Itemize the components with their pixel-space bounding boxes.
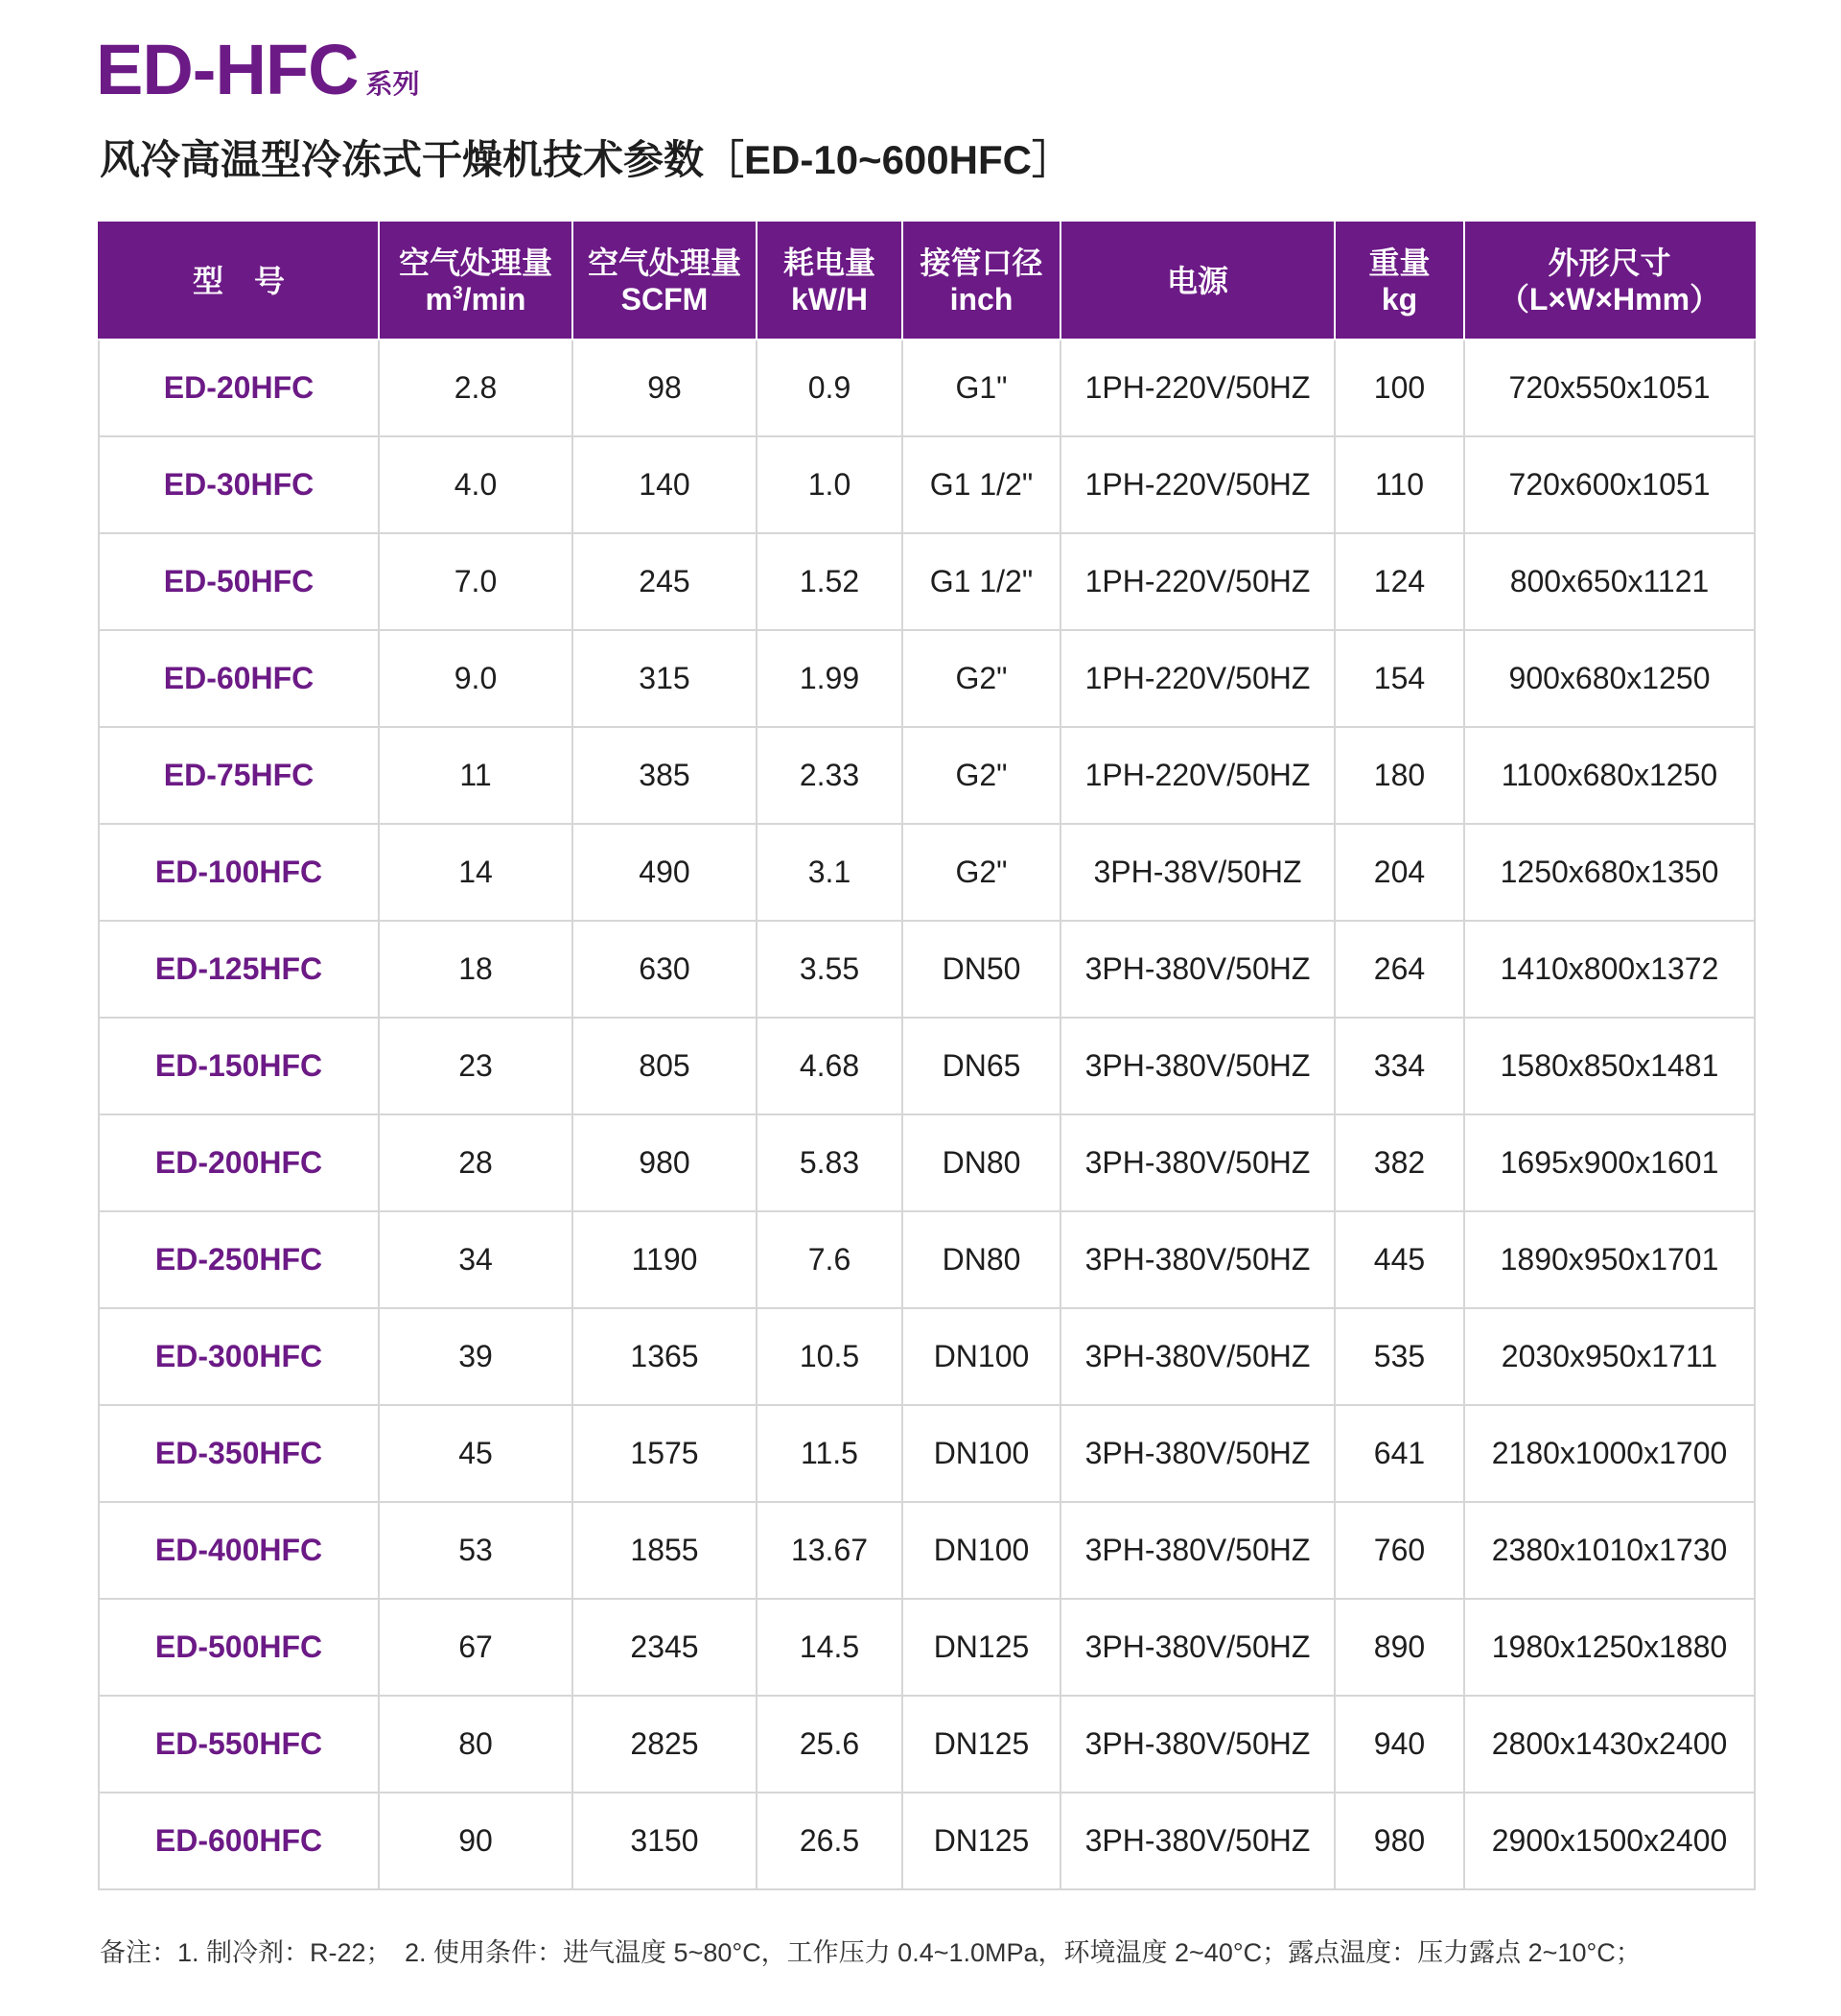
cell-model: ED-400HFC (99, 1502, 379, 1599)
footnote: 备注：1. 制冷剂：R-22； 2. 使用条件：进气温度 5~80°C，工作压力 0.4~1.0MPa，环境温度 2~40°C；露点温度：压力露点 2~10°C； (100, 1938, 1642, 1967)
cell-model: ED-30HFC (99, 436, 379, 533)
cell-power: 1.52 (757, 533, 902, 630)
cell-flow-scfm: 1365 (572, 1308, 757, 1405)
cell-pipe-size: DN50 (902, 921, 1060, 1018)
cell-weight: 264 (1335, 921, 1464, 1018)
cell-pipe-size: DN100 (902, 1308, 1060, 1405)
cell-model: ED-250HFC (99, 1211, 379, 1308)
cell-flow-scfm: 1855 (572, 1502, 757, 1599)
header-weight: 重量 kg (1335, 223, 1464, 340)
cell-pipe-size: G2" (902, 727, 1060, 824)
cell-model: ED-350HFC (99, 1405, 379, 1502)
cell-flow-scfm: 805 (572, 1018, 757, 1114)
table-row (99, 1793, 1755, 1889)
cell-dimensions: 720x550x1051 (1464, 340, 1755, 436)
cell-power: 11.5 (757, 1405, 902, 1502)
cell-flow-scfm: 980 (572, 1114, 757, 1211)
cell-flow-m3: 90 (379, 1793, 572, 1889)
table-row (99, 1405, 1755, 1502)
cell-power: 1.99 (757, 630, 902, 727)
cell-weight: 382 (1335, 1114, 1464, 1211)
cell-model: ED-75HFC (99, 727, 379, 824)
cell-dimensions: 2900x1500x2400 (1464, 1793, 1755, 1889)
cell-flow-m3: 39 (379, 1308, 572, 1405)
cell-supply: 3PH-380V/50HZ (1060, 1599, 1335, 1696)
cell-dimensions: 1980x1250x1880 (1464, 1599, 1755, 1696)
cell-flow-m3: 2.8 (379, 340, 572, 436)
table-row (99, 1696, 1755, 1793)
cell-flow-m3: 14 (379, 824, 572, 921)
cell-pipe-size: DN125 (902, 1793, 1060, 1889)
cell-supply: 1PH-220V/50HZ (1060, 533, 1335, 630)
table-row (99, 1308, 1755, 1405)
cell-flow-scfm: 140 (572, 436, 757, 533)
cell-dimensions: 2380x1010x1730 (1464, 1502, 1755, 1599)
cell-supply: 1PH-220V/50HZ (1060, 727, 1335, 824)
cell-pipe-size: DN80 (902, 1211, 1060, 1308)
cell-model: ED-60HFC (99, 630, 379, 727)
cell-flow-scfm: 3150 (572, 1793, 757, 1889)
brand-logo (96, 29, 420, 109)
cell-weight: 641 (1335, 1405, 1464, 1502)
cell-flow-scfm: 385 (572, 727, 757, 824)
table-header (99, 223, 1755, 340)
table-row (99, 340, 1755, 436)
cell-dimensions: 1100x680x1250 (1464, 727, 1755, 824)
cell-pipe-size: DN125 (902, 1599, 1060, 1696)
cell-weight: 535 (1335, 1308, 1464, 1405)
cell-dimensions: 1410x800x1372 (1464, 921, 1755, 1018)
cell-flow-m3: 53 (379, 1502, 572, 1599)
cell-flow-m3: 11 (379, 727, 572, 824)
header-power: 耗电量 kW/H (757, 223, 902, 340)
cell-model: ED-200HFC (99, 1114, 379, 1211)
cell-supply: 3PH-380V/50HZ (1060, 1696, 1335, 1793)
cell-flow-m3: 23 (379, 1018, 572, 1114)
table-row (99, 727, 1755, 824)
cell-weight: 110 (1335, 436, 1464, 533)
cell-pipe-size: DN80 (902, 1114, 1060, 1211)
header-pipe-size: 接管口径 inch (902, 223, 1060, 340)
cell-weight: 760 (1335, 1502, 1464, 1599)
cell-weight: 334 (1335, 1018, 1464, 1114)
cell-dimensions: 800x650x1121 (1464, 533, 1755, 630)
cell-model: ED-100HFC (99, 824, 379, 921)
spec-table (98, 222, 1756, 1890)
cell-power: 26.5 (757, 1793, 902, 1889)
cell-dimensions: 2180x1000x1700 (1464, 1405, 1755, 1502)
cell-supply: 3PH-380V/50HZ (1060, 1018, 1335, 1114)
cell-weight: 890 (1335, 1599, 1464, 1696)
cell-flow-m3: 7.0 (379, 533, 572, 630)
header-model: 型 号 (99, 223, 379, 340)
cell-supply: 1PH-220V/50HZ (1060, 630, 1335, 727)
cell-flow-m3: 18 (379, 921, 572, 1018)
table-row (99, 921, 1755, 1018)
cell-pipe-size: G1 1/2" (902, 436, 1060, 533)
cell-power: 3.55 (757, 921, 902, 1018)
brand-series-label: 系列 (365, 69, 420, 99)
cell-weight: 204 (1335, 824, 1464, 921)
header-dimensions: 外形尺寸 （L×W×Hmm） (1464, 223, 1755, 340)
table-body (99, 340, 1755, 1889)
cell-power: 3.1 (757, 824, 902, 921)
cell-flow-scfm: 490 (572, 824, 757, 921)
cell-power: 7.6 (757, 1211, 902, 1308)
cell-dimensions: 720x600x1051 (1464, 436, 1755, 533)
cell-pipe-size: DN125 (902, 1696, 1060, 1793)
cell-power: 4.68 (757, 1018, 902, 1114)
cell-supply: 1PH-220V/50HZ (1060, 436, 1335, 533)
cell-flow-scfm: 1190 (572, 1211, 757, 1308)
cell-dimensions: 1580x850x1481 (1464, 1018, 1755, 1114)
cell-flow-m3: 34 (379, 1211, 572, 1308)
cell-weight: 940 (1335, 1696, 1464, 1793)
cell-power: 5.83 (757, 1114, 902, 1211)
cell-flow-scfm: 98 (572, 340, 757, 436)
cell-supply: 3PH-380V/50HZ (1060, 1793, 1335, 1889)
page-title: 风冷高温型冷冻式干燥机技术参数［ED-10~600HFC］ (100, 137, 1072, 182)
cell-model: ED-500HFC (99, 1599, 379, 1696)
cell-flow-m3: 45 (379, 1405, 572, 1502)
cell-flow-scfm: 315 (572, 630, 757, 727)
cell-weight: 124 (1335, 533, 1464, 630)
cell-supply: 1PH-220V/50HZ (1060, 340, 1335, 436)
table-row (99, 1018, 1755, 1114)
cell-flow-scfm: 1575 (572, 1405, 757, 1502)
cell-model: ED-300HFC (99, 1308, 379, 1405)
cell-supply: 3PH-380V/50HZ (1060, 1114, 1335, 1211)
cell-flow-m3: 80 (379, 1696, 572, 1793)
cell-weight: 100 (1335, 340, 1464, 436)
cell-flow-m3: 67 (379, 1599, 572, 1696)
cell-weight: 980 (1335, 1793, 1464, 1889)
cell-pipe-size: DN100 (902, 1405, 1060, 1502)
cell-supply: 3PH-380V/50HZ (1060, 1502, 1335, 1599)
cell-supply: 3PH-380V/50HZ (1060, 1405, 1335, 1502)
table-row (99, 824, 1755, 921)
cell-dimensions: 1695x900x1601 (1464, 1114, 1755, 1211)
brand-name: ED-HFC (96, 30, 359, 109)
cell-dimensions: 900x680x1250 (1464, 630, 1755, 727)
cell-power: 1.0 (757, 436, 902, 533)
table-row (99, 1114, 1755, 1211)
table-row (99, 436, 1755, 533)
cell-power: 13.67 (757, 1502, 902, 1599)
header-supply: 电源 (1060, 223, 1335, 340)
header-flow-m3: 空气处理量 $m^3/\min$ (379, 223, 572, 340)
cell-flow-scfm: 630 (572, 921, 757, 1018)
cell-model: ED-550HFC (99, 1696, 379, 1793)
cell-flow-m3: 4.0 (379, 436, 572, 533)
cell-weight: 154 (1335, 630, 1464, 727)
cell-power: 14.5 (757, 1599, 902, 1696)
table-row (99, 533, 1755, 630)
table-row (99, 630, 1755, 727)
header-flow-scfm: 空气处理量 SCFM (572, 223, 757, 340)
cell-pipe-size: DN100 (902, 1502, 1060, 1599)
cell-model: ED-150HFC (99, 1018, 379, 1114)
cell-weight: 445 (1335, 1211, 1464, 1308)
cell-dimensions: 2800x1430x2400 (1464, 1696, 1755, 1793)
cell-model: ED-50HFC (99, 533, 379, 630)
cell-dimensions: 1890x950x1701 (1464, 1211, 1755, 1308)
cell-model: ED-20HFC (99, 340, 379, 436)
cell-flow-scfm: 245 (572, 533, 757, 630)
cell-pipe-size: DN65 (902, 1018, 1060, 1114)
cell-flow-m3: 28 (379, 1114, 572, 1211)
cell-weight: 180 (1335, 727, 1464, 824)
cell-power: 0.9 (757, 340, 902, 436)
cell-power: 2.33 (757, 727, 902, 824)
table-row (99, 1599, 1755, 1696)
cell-dimensions: 1250x680x1350 (1464, 824, 1755, 921)
cell-supply: 3PH-38V/50HZ (1060, 824, 1335, 921)
cell-dimensions: 2030x950x1711 (1464, 1308, 1755, 1405)
cell-power: 10.5 (757, 1308, 902, 1405)
cell-pipe-size: G2" (902, 630, 1060, 727)
cell-flow-scfm: 2345 (572, 1599, 757, 1696)
cell-model: ED-125HFC (99, 921, 379, 1018)
cell-pipe-size: G2" (902, 824, 1060, 921)
cell-model: ED-600HFC (99, 1793, 379, 1889)
table-row (99, 1211, 1755, 1308)
cell-supply: 3PH-380V/50HZ (1060, 1308, 1335, 1405)
table-row (99, 1502, 1755, 1599)
cell-supply: 3PH-380V/50HZ (1060, 1211, 1335, 1308)
cell-flow-m3: 9.0 (379, 630, 572, 727)
cell-flow-scfm: 2825 (572, 1696, 757, 1793)
cell-pipe-size: G1 1/2" (902, 533, 1060, 630)
cell-power: 25.6 (757, 1696, 902, 1793)
cell-supply: 3PH-380V/50HZ (1060, 921, 1335, 1018)
cell-pipe-size: G1" (902, 340, 1060, 436)
